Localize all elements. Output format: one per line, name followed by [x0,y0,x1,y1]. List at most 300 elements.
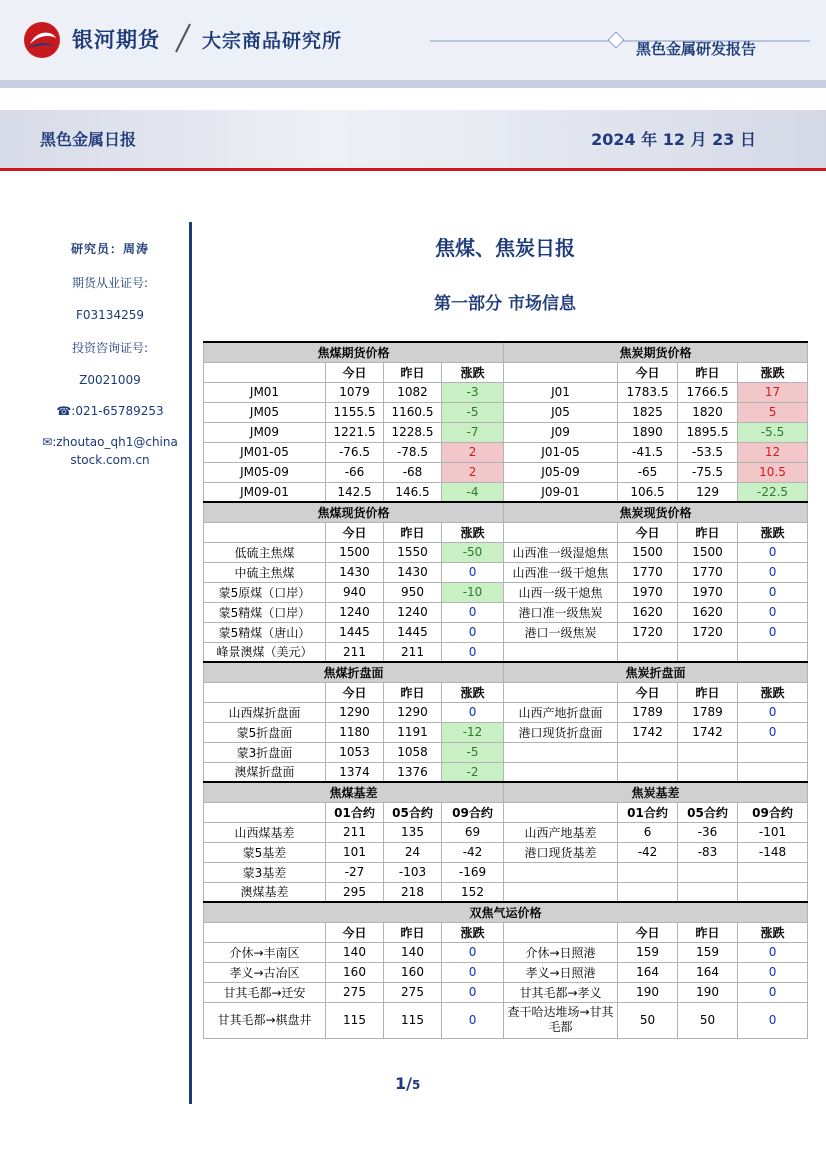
price-value: 160 [384,962,442,982]
row-label: 查干哈达堆场→甘其毛都 [504,1002,618,1038]
section-title-right: 焦炭基差 [504,782,808,802]
price-value: 1970 [678,582,738,602]
price-value: 1890 [618,422,678,442]
row-label: 蒙5精煤（唐山） [204,622,326,642]
column-header-blank [204,362,326,382]
row-label: 蒙5折盘面 [204,722,326,742]
change-value: 152 [442,882,504,902]
table-row [204,982,808,1002]
section-header-row [204,902,808,922]
change-value: -22.5 [738,482,808,502]
row-label: 蒙3折盘面 [204,742,326,762]
change-value: 0 [738,942,808,962]
price-value: 6 [618,822,678,842]
price-value: -83 [678,842,738,862]
row-label: 低硫主焦煤 [204,542,326,562]
price-value: 1445 [326,622,384,642]
price-value: 1783.5 [618,382,678,402]
email-line-2[interactable]: stock.com.cn [70,453,150,467]
price-value: -53.5 [678,442,738,462]
column-header-row [204,362,808,382]
change-value [738,642,808,662]
price-value [618,742,678,762]
change-value [738,862,808,882]
price-value: -68 [384,462,442,482]
column-header-row [204,922,808,942]
change-value: 0 [738,1002,808,1038]
sidebar-divider [189,222,192,1104]
row-label: 澳煤基差 [204,882,326,902]
row-label: 山西产地折盘面 [504,702,618,722]
price-value: 1620 [618,602,678,622]
row-label: 山西煤折盘面 [204,702,326,722]
price-value: -76.5 [326,442,384,462]
price-value: 1240 [326,602,384,622]
column-header: 涨跌 [442,362,504,382]
market-table [203,341,808,1039]
price-value: 1155.5 [326,402,384,422]
row-label: 中硫主焦煤 [204,562,326,582]
price-value: 146.5 [384,482,442,502]
section-title-right: 焦炭折盘面 [504,662,808,682]
column-header: 05合约 [678,802,738,822]
price-value: 1720 [618,622,678,642]
price-value: -66 [326,462,384,482]
price-value [678,862,738,882]
futures-cert: F03134259 [76,308,144,322]
change-value: 2 [442,442,504,462]
price-value: 1058 [384,742,442,762]
section-header-row [204,782,808,802]
change-value: -5.5 [738,422,808,442]
section-title-left: 焦煤折盘面 [204,662,504,682]
email-line-1[interactable]: ✉:zhoutao_qh1@china [42,435,178,449]
row-label: JM01-05 [204,442,326,462]
table-row [204,602,808,622]
price-value: 50 [678,1002,738,1038]
change-value: 0 [442,1002,504,1038]
row-label: 山西准一级干熄焦 [504,562,618,582]
report-type: 黑色金属研发报告 [636,40,757,58]
price-value: 140 [326,942,384,962]
price-value: 1550 [384,542,442,562]
price-value: -42 [618,842,678,862]
table-row [204,422,808,442]
price-value: 115 [384,1002,442,1038]
column-header: 涨跌 [738,522,808,542]
price-value: 940 [326,582,384,602]
price-value: -36 [678,822,738,842]
column-header: 09合约 [738,802,808,822]
futures-cert-label: 期货从业证号: [71,276,149,290]
price-value: 1789 [618,702,678,722]
change-value: -12 [442,722,504,742]
table-row [204,842,808,862]
section-title-cell: 双焦气运价格 [204,902,808,922]
row-label: 蒙3基差 [204,862,326,882]
column-header-row [204,682,808,702]
row-label: 蒙5精煤（口岸） [204,602,326,622]
section-title-left: 焦煤现货价格 [204,502,504,522]
galaxy-logo-icon [22,20,62,60]
price-value [678,882,738,902]
change-value: 0 [738,722,808,742]
price-value: 1082 [384,382,442,402]
row-label: J09 [504,422,618,442]
row-label: 港口现货折盘面 [504,722,618,742]
page-current: 1/ [395,1074,412,1093]
price-value: 950 [384,582,442,602]
change-value: -2 [442,762,504,782]
change-value: -50 [442,542,504,562]
change-value: 0 [738,602,808,622]
change-value: 0 [442,942,504,962]
column-header: 涨跌 [442,682,504,702]
column-header: 昨日 [678,362,738,382]
change-value: 5 [738,402,808,422]
change-value: 69 [442,822,504,842]
price-value: 140 [384,942,442,962]
table-row [204,1002,808,1038]
row-label: J01-05 [504,442,618,462]
change-value: 0 [738,702,808,722]
price-value: 1221.5 [326,422,384,442]
change-value [738,882,808,902]
price-value: 1079 [326,382,384,402]
change-value [738,742,808,762]
column-header: 昨日 [384,362,442,382]
price-value: 1240 [384,602,442,622]
row-label: J09-01 [504,482,618,502]
column-header: 涨跌 [738,682,808,702]
change-value: -4 [442,482,504,502]
price-value: 159 [678,942,738,962]
table-row [204,862,808,882]
price-value: 106.5 [618,482,678,502]
row-label: J01 [504,382,618,402]
price-value: 1620 [678,602,738,622]
row-label: JM05 [204,402,326,422]
pagination [395,1074,420,1093]
row-label [504,862,618,882]
row-label: 澳煤折盘面 [204,762,326,782]
price-value: 115 [326,1002,384,1038]
price-value: 164 [678,962,738,982]
row-label: JM01 [204,382,326,402]
column-header-blank [204,522,326,542]
price-value [678,642,738,662]
price-value: 211 [326,822,384,842]
row-label: 山西一级干熄焦 [504,582,618,602]
table-row [204,702,808,722]
change-value: 0 [738,562,808,582]
column-header: 昨日 [678,682,738,702]
price-value: 1770 [618,562,678,582]
department-name: 大宗商品研究所 [202,30,343,52]
section-title-left: 焦煤基差 [204,782,504,802]
change-value: 0 [442,622,504,642]
accent-line [0,168,826,171]
column-header: 昨日 [384,682,442,702]
column-header: 昨日 [384,922,442,942]
advisory-cert: Z0021009 [79,373,141,387]
table-row [204,742,808,762]
price-value: 1374 [326,762,384,782]
price-value: 1500 [618,542,678,562]
price-value: 190 [678,982,738,1002]
price-value: 1742 [678,722,738,742]
price-value: 1789 [678,702,738,722]
price-value: 164 [618,962,678,982]
change-value: -10 [442,582,504,602]
author-sidebar [40,240,180,484]
report-subtitle: 黑色金属日报 [40,130,137,149]
column-header: 涨跌 [738,362,808,382]
change-value: 0 [738,582,808,602]
advisory-cert-label: 投资咨询证号: [71,341,149,355]
column-header-row [204,802,808,822]
change-value: 0 [442,962,504,982]
row-label: 港口现货基差 [504,842,618,862]
row-label: JM09 [204,422,326,442]
price-value: -41.5 [618,442,678,462]
row-label: 山西准一级湿熄焦 [504,542,618,562]
row-label: JM05-09 [204,462,326,482]
price-value: 1191 [384,722,442,742]
column-header-blank [504,522,618,542]
price-value: 1500 [678,542,738,562]
table-row [204,822,808,842]
price-value: 1053 [326,742,384,762]
price-value [618,882,678,902]
price-value: 211 [326,642,384,662]
change-value: 12 [738,442,808,462]
column-header: 昨日 [384,522,442,542]
column-header-blank [504,362,618,382]
row-label: 山西煤基差 [204,822,326,842]
price-value: 190 [618,982,678,1002]
price-value: 1376 [384,762,442,782]
table-row [204,562,808,582]
table-row [204,642,808,662]
row-label: 港口一级焦炭 [504,622,618,642]
row-label: J05 [504,402,618,422]
row-label: 甘其毛都→孝义 [504,982,618,1002]
change-value: -148 [738,842,808,862]
price-value: 211 [384,642,442,662]
column-header: 昨日 [678,922,738,942]
table-row [204,542,808,562]
header-stripe [0,80,826,88]
row-label: 山西产地基差 [504,822,618,842]
row-label: 孝义→古冶区 [204,962,326,982]
column-header-blank [504,802,618,822]
price-value: 142.5 [326,482,384,502]
change-value: 0 [442,642,504,662]
section-title-right: 焦炭现货价格 [504,502,808,522]
price-value: 1970 [618,582,678,602]
price-value: 159 [618,942,678,962]
column-header: 今日 [326,922,384,942]
row-label: J05-09 [504,462,618,482]
table-row [204,462,808,482]
price-value: -75.5 [678,462,738,482]
price-value [618,762,678,782]
page-title: 焦煤、焦炭日报 [435,236,575,260]
table-row [204,382,808,402]
price-value: 1445 [384,622,442,642]
price-value: 1766.5 [678,382,738,402]
change-value: 0 [738,622,808,642]
column-header: 涨跌 [442,522,504,542]
column-header: 昨日 [678,522,738,542]
column-header-blank [504,922,618,942]
price-value: -27 [326,862,384,882]
change-value: 2 [442,462,504,482]
price-value: 218 [384,882,442,902]
column-header: 涨跌 [738,922,808,942]
table-row [204,962,808,982]
price-value: 1825 [618,402,678,422]
researcher-name: 研究员：周涛 [70,242,149,256]
change-value: -5 [442,742,504,762]
column-header: 今日 [618,682,678,702]
row-label: 介休→丰南区 [204,942,326,962]
change-value: -3 [442,382,504,402]
row-label: 港口准一级焦炭 [504,602,618,622]
column-header-blank [204,802,326,822]
column-header: 01合约 [326,802,384,822]
row-label [504,742,618,762]
row-label: 甘其毛都→迁安 [204,982,326,1002]
section-header-row [204,662,808,682]
column-header-blank [204,922,326,942]
price-value: -78.5 [384,442,442,462]
change-value: -42 [442,842,504,862]
price-value: 101 [326,842,384,862]
section-header-row [204,502,808,522]
section-title-right: 焦炭期货价格 [504,342,808,362]
column-header: 09合约 [442,802,504,822]
diamond-icon [608,32,625,49]
table-row [204,762,808,782]
brand-name: 银河期货 [72,28,160,52]
price-value: 24 [384,842,442,862]
section-header-row [204,342,808,362]
price-value: -103 [384,862,442,882]
price-value: 50 [618,1002,678,1038]
price-value [618,642,678,662]
table-row [204,622,808,642]
price-value: 1820 [678,402,738,422]
column-header-blank [204,682,326,702]
column-header-row [204,522,808,542]
price-value: 129 [678,482,738,502]
section-title-left: 焦煤期货价格 [204,342,504,362]
column-header: 05合约 [384,802,442,822]
column-header: 今日 [618,922,678,942]
column-header: 今日 [326,362,384,382]
column-header: 今日 [618,362,678,382]
column-header: 今日 [326,682,384,702]
subheader-band [0,110,826,168]
price-value: 1180 [326,722,384,742]
row-label: JM09-01 [204,482,326,502]
table-row [204,882,808,902]
change-value: 10.5 [738,462,808,482]
table-row [204,442,808,462]
row-label [504,762,618,782]
row-label: 蒙5原煤（口岸） [204,582,326,602]
table-row [204,482,808,502]
price-value: 1290 [326,702,384,722]
price-value: 1430 [384,562,442,582]
price-value [678,762,738,782]
price-value: 1430 [326,562,384,582]
phone: ☎:021-65789253 [56,404,164,418]
change-value: 0 [738,982,808,1002]
column-header: 今日 [326,522,384,542]
change-value: -7 [442,422,504,442]
header-band [0,0,826,82]
row-label [504,882,618,902]
price-value: 275 [384,982,442,1002]
page-total: 5 [411,1078,421,1092]
column-header: 01合约 [618,802,678,822]
table-row [204,722,808,742]
row-label: 介休→日照港 [504,942,618,962]
price-value: 1500 [326,542,384,562]
price-value: 1770 [678,562,738,582]
price-value: 1290 [384,702,442,722]
price-value: 1895.5 [678,422,738,442]
change-value: -101 [738,822,808,842]
price-value: -65 [618,462,678,482]
change-value: 0 [442,702,504,722]
divider-slash-icon [172,22,194,54]
price-value: 295 [326,882,384,902]
price-value: 1720 [678,622,738,642]
column-header-blank [504,682,618,702]
table-row [204,402,808,422]
price-value [618,862,678,882]
price-value: 160 [326,962,384,982]
price-value: 275 [326,982,384,1002]
price-value: 1160.5 [384,402,442,422]
change-value: 0 [738,962,808,982]
row-label: 峰景澳煤（美元） [204,642,326,662]
report-date: 2024 年 12 月 23 日 [591,130,756,149]
change-value: -169 [442,862,504,882]
price-value: 1742 [618,722,678,742]
price-value: 135 [384,822,442,842]
price-value: 1228.5 [384,422,442,442]
price-value [678,742,738,762]
section-title: 第一部分 市场信息 [434,294,576,314]
column-header: 涨跌 [442,922,504,942]
column-header: 今日 [618,522,678,542]
change-value: -5 [442,402,504,422]
change-value: 0 [738,542,808,562]
change-value: 17 [738,382,808,402]
change-value: 0 [442,562,504,582]
row-label: 甘其毛都→棋盘井 [204,1002,326,1038]
change-value: 0 [442,982,504,1002]
change-value [738,762,808,782]
row-label: 蒙5基差 [204,842,326,862]
table-row [204,942,808,962]
table-row [204,582,808,602]
